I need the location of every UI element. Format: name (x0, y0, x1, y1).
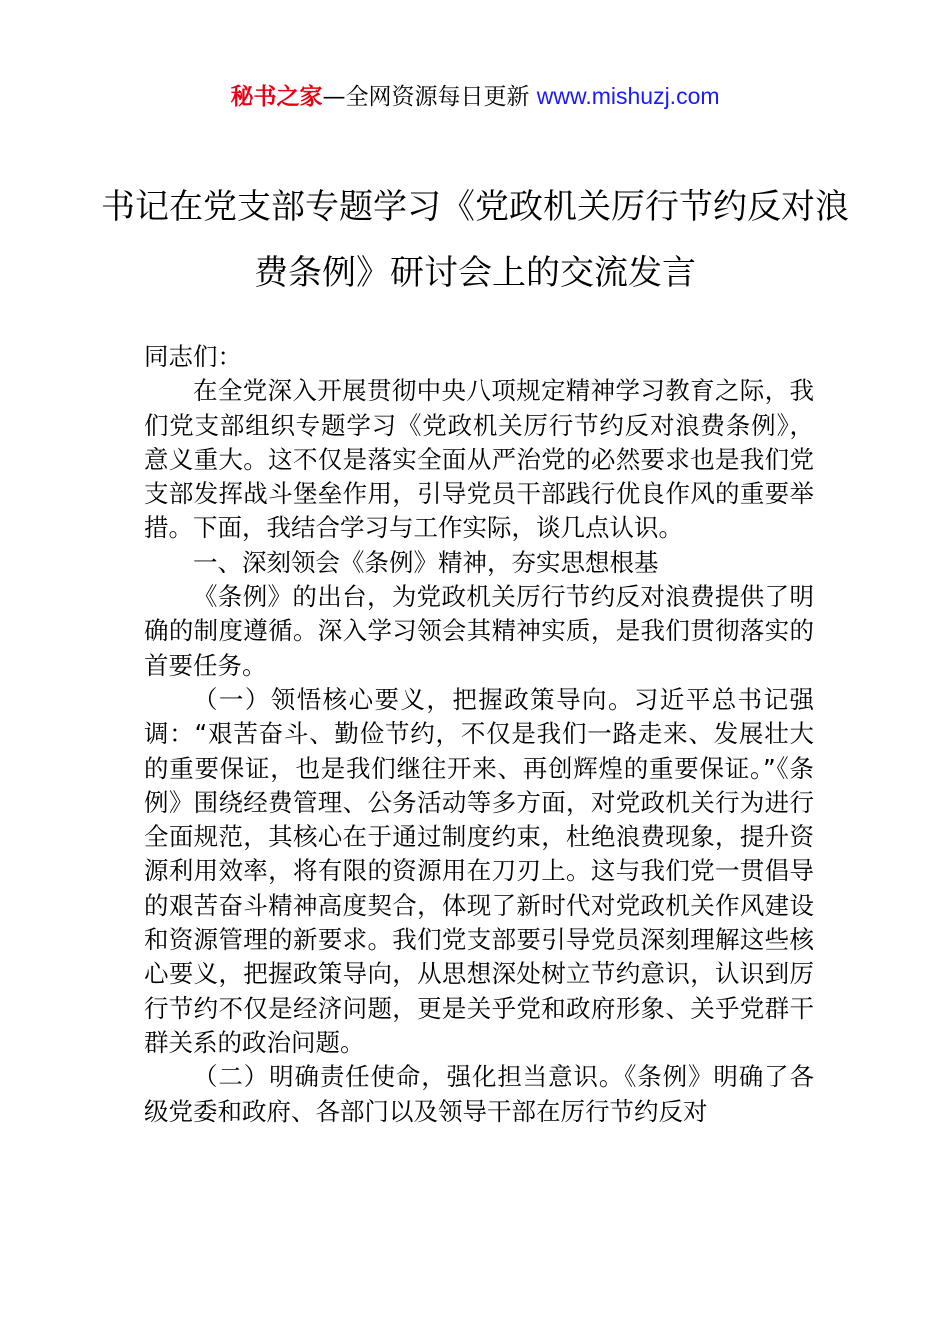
site-banner (0, 80, 950, 113)
site-url-link[interactable]: www.mishuzj.com (536, 83, 720, 109)
body-paragraph: （二）明确责任使命，强化担当意识。《条例》明确了各级党委和政府、各部门以及领导干部在厉行节约反对 (144, 1062, 814, 1126)
salutation: 同志们： (144, 342, 242, 371)
site-slogan: —全网资源每日更新 (322, 84, 537, 110)
body-paragraph: （一）领悟核心要义，把握政策导向。习近平总书记强调：“艰苦奋斗、勤俭节约，不仅是我们一路走来、发展壮大的重要保证，也是我们继往开来、再创辉煌的重要保证。”《条例》围绕经费管理、公务活动等多方面，对党政机关行为进行全面规范，其核心在于通过制度约束，杜绝浪费现象，提升资源利用效率，将有限的资源用在刀刃上。这与我们党一贯倡导的艰苦奋斗精神高度契合，体现了新时代对党政机关作风建设和资源管理的新要求。我们党支部要引导党员深刻理解这些核心要义，把握政策导向，从思想深处树立节约意识，认识到厉行节约不仅是经济问题，更是关乎党和政府形象、关乎党群干群关系的政治问题。 (144, 684, 814, 1057)
document-body (144, 340, 814, 1129)
document-title: 书记在党支部专题学习《党政机关厉行节约反对浪费条例》研讨会上的交流发言 (101, 187, 849, 293)
section-heading: 一、深刻领会《条例》精神，夯实思想根基 (193, 547, 659, 577)
body-paragraph: 《条例》的出台，为党政机关厉行节约反对浪费提供了明确的制度遵循。深入学习领会其精神实质，是我们贯彻落实的首要任务。 (144, 582, 814, 680)
body-paragraph: 在全党深入开展贯彻中央八项规定精神学习教育之际，我们党支部组织专题学习《党政机关厉行节约反对浪费条例》，意义重大。这不仅是落实全面从严治党的必然要求也是我们党支部发挥战斗堡垒作用，引导党员干部践行优良作风的重要举措。下面，我结合学习与工作实际，谈几点认识。 (144, 376, 814, 543)
site-brand: 秘书之家 (230, 84, 323, 110)
